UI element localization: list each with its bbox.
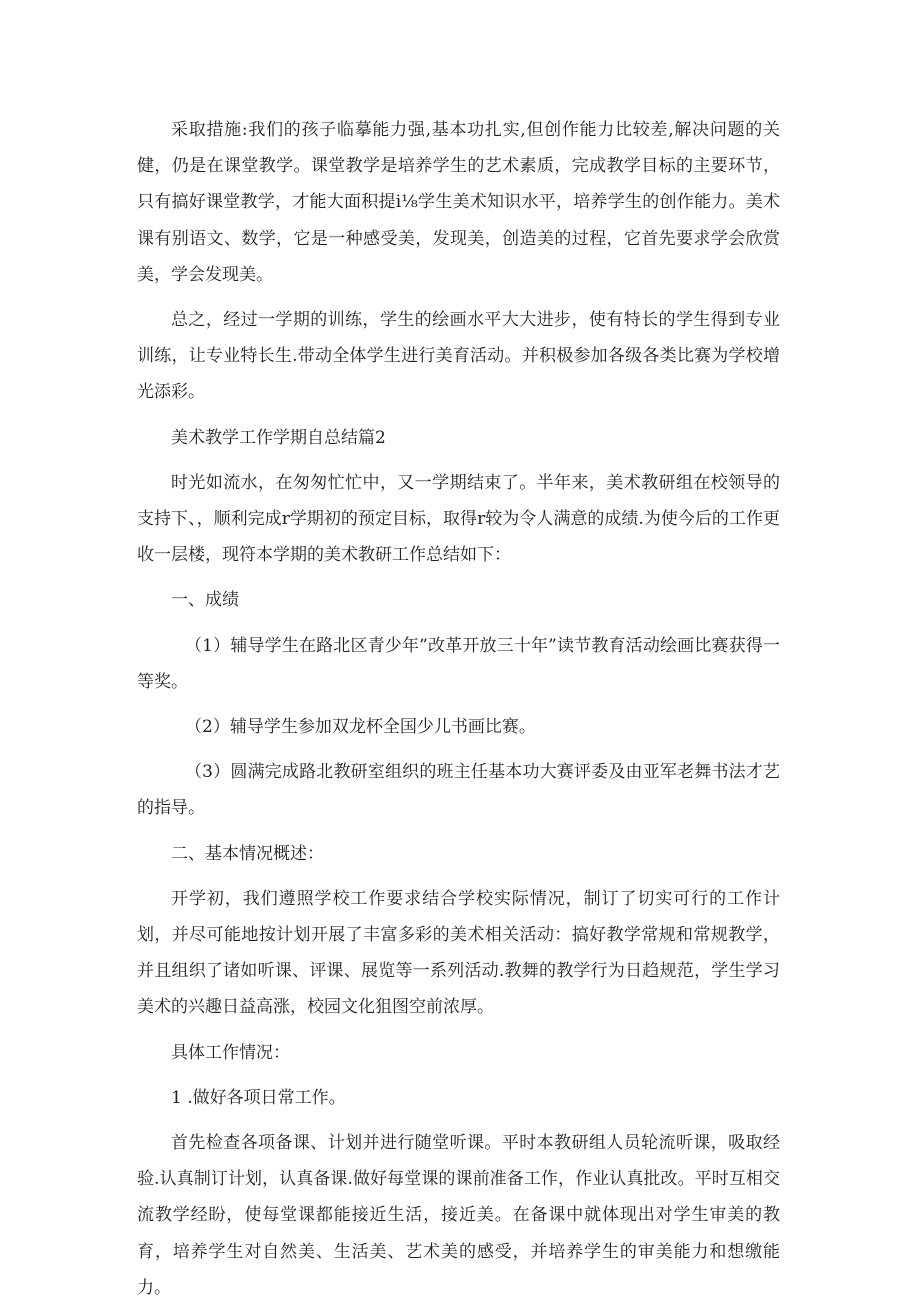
paragraph-daily-work: 首先检查各项备课、计划并进行随堂听课。平时本教研组人员轮流听课，吸取经验.认真制订计划，认真备课.做好每堂课的课前准备工作，作业认真批改。平时互相交流教学经盼，使每堂课都能接近生活，接近美。在备课中就体现出对学生审美的教育，培养学生对自然美、生活美、艺术美的感受，并培养学生的审美能力和想缴能力。 bbox=[137, 1133, 780, 1298]
heading-details: 具体工作情况： bbox=[171, 1042, 290, 1063]
list-item-1: （1）辅导学生在路北区青少年”改革开放三十年”读节教育活动绘画比赛获得一等奖。 bbox=[137, 635, 780, 692]
heading-achievements: 一、成绩 bbox=[171, 590, 239, 611]
paragraph-summary: 总之，经过一学期的训练，学生的绘画水平大大进步，使有特长的学生得到专业训练，让专业特长生.带动全体学生进行美育活动。并积极参加各级各类比赛为学校增光添彩。 bbox=[137, 310, 780, 403]
paragraph-overview: 开学初，我们遵照学校工作要求结合学校实际情况，制订了切实可行的工作计划，并尽可能地按计划开展了丰富多彩的美术相关活动：搞好教学常规和常规教学，并且组织了诸如听课、评课、展览等一系列活动.教舞的教学行为日趋规范，学生学习美术的兴趣日益高涨，校园文化狙图空前浓厚。 bbox=[137, 888, 780, 1018]
paragraph-intro: 时光如流水，在匆匆忙忙中，又一学期结束了。半年来，美术教研组在校领导的支持下、，顺利完成r学期初的预定目标，取得r较为令人满意的成绩.为使今后的工作更收一层楼，现符本学期的美术教研工作总结如下： bbox=[137, 472, 780, 566]
heading-overview: 二、基本情况概述： bbox=[171, 843, 324, 864]
section-title: 美术教学工作学期自总结篇2 bbox=[171, 427, 386, 448]
list-item-2: （2）辅导学生参加双龙杯全国少儿书画比赛。 bbox=[185, 717, 536, 738]
heading-daily-work: 1 .做好各项日常工作。 bbox=[171, 1087, 346, 1108]
document-body bbox=[137, 112, 780, 1315]
list-item-3: （3）圆满完成路北教研室组织的班主任基本功大赛评委及由亚军老舞书法才艺的指导。 bbox=[137, 762, 780, 819]
paragraph-measures: 采取措施:我们的孩子临摹能力强,基本功扎实,但创作能力比较差,解决问题的关健，仍是在课堂教学。课堂教学是培养学生的艺术素质，完成教学目标的主要环节，只有搞好课堂教学，才能大面积提i⅛学生美术知识水平，培养学生的创作能力。美术课有别语文、数学，它是一种感受美，发现美，创造美的过程，它首先要求学会欣赏美，学会发现美。 bbox=[137, 120, 780, 285]
